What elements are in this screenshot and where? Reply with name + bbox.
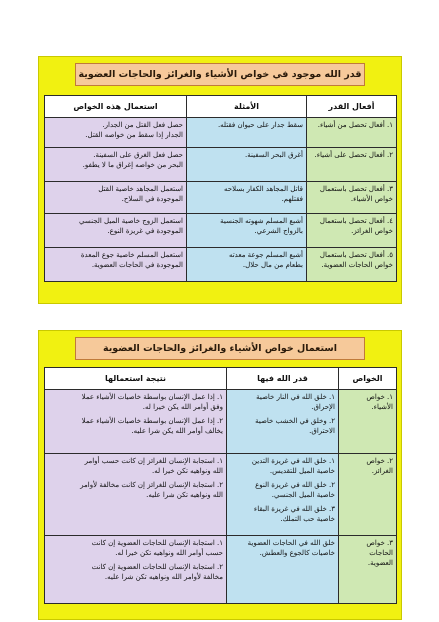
result-cell-line: ٢. استجابة الإنسان للحاجات العضوية إن كانت bbox=[91, 563, 223, 571]
header-qadar-in-them: قدر الله فيها bbox=[227, 368, 339, 390]
header-usage: استعمال هذه الخواص bbox=[45, 96, 187, 118]
qadar-cell-line: خاصية الميل للتقديس. bbox=[269, 467, 335, 475]
act-cell-line: ٥. أفعال تحصل باستعمال bbox=[319, 251, 393, 259]
qadar-cell bbox=[227, 390, 339, 454]
table-row bbox=[45, 454, 397, 536]
result-cell-line: وفق أوامر الله يكن خيرا له. bbox=[142, 403, 223, 411]
usage-cell-line: استعمل المسلم خاصية جوع المعدة bbox=[80, 251, 183, 259]
qadar-cell-line: خاصية حب التملك. bbox=[280, 515, 335, 523]
example-cell-line: قاتل المجاهد الكفار بسلاحه bbox=[224, 185, 303, 193]
act-cell bbox=[307, 118, 397, 148]
qadar-cell-line: ٢. خلق الله في غريزة النوع bbox=[255, 481, 335, 489]
properties-table bbox=[44, 367, 397, 604]
usage-cell-line: استعمل المجاهد خاصية القتل bbox=[98, 185, 183, 193]
result-cell-line: ١. إذا عمل الإنسان بواسطة خاصيات الأشياء عملا bbox=[81, 393, 223, 401]
result-cell-line: ٢. استجابة الإنسان للغرائز إن كانت مخالفة لأوامر bbox=[80, 481, 223, 489]
property-cell-line: ٢. خواص bbox=[366, 457, 393, 465]
example-cell-line: بالزواج الشرعي. bbox=[254, 227, 303, 235]
act-cell bbox=[307, 148, 397, 182]
example-cell-line: أشبع المسلم جوعة معدته bbox=[228, 251, 303, 259]
act-cell bbox=[307, 182, 397, 214]
usage-cell-line: الموجودة في غريزة النوع. bbox=[107, 227, 183, 235]
act-cell-line: خواص الأشياء. bbox=[350, 195, 393, 203]
example-cell bbox=[187, 214, 307, 248]
example-cell bbox=[187, 182, 307, 214]
usage-cell bbox=[45, 148, 187, 182]
header-qadar-acts: أفعال القدر bbox=[307, 96, 397, 118]
example-cell-line: فقتلهم. bbox=[281, 195, 303, 203]
usage-cell-line: استعمل الزوج خاصية الميل الجنسي bbox=[79, 217, 183, 225]
act-cell-line: خواص الغرائز. bbox=[351, 227, 393, 235]
example-cell bbox=[187, 118, 307, 148]
table-row bbox=[45, 214, 397, 248]
qadar-cell bbox=[227, 536, 339, 604]
act-cell-line: ٢. أفعال تحصل على أشياء. bbox=[314, 151, 393, 159]
act-cell-line: ٤. أفعال تحصل باستعمال bbox=[319, 217, 393, 225]
qadar-cell-line: ٢. وخلق في الخشب خاصية bbox=[255, 417, 335, 425]
example-cell bbox=[187, 148, 307, 182]
table1-title: قدر الله موجود في خواص الأشياء والغرائز والحاجات العضوية bbox=[75, 63, 365, 86]
example-cell-line: أشبع المسلم شهوته الجنسية bbox=[220, 217, 303, 225]
table2-panel bbox=[38, 330, 402, 620]
example-cell-line: بطعام من مال حلال. bbox=[242, 261, 303, 269]
table1-panel bbox=[38, 56, 402, 304]
header-result: نتيجة استعمالها bbox=[45, 368, 227, 390]
act-cell bbox=[307, 214, 397, 248]
property-cell-line: الحاجات bbox=[369, 549, 393, 557]
result-cell-line: ١. استجابة الإنسان للحاجات العضوية إن كانت bbox=[91, 539, 223, 547]
usage-cell-line: الموجودة في السلاح. bbox=[121, 195, 183, 203]
result-cell-line: الله ونواهيه تكن شرا عليه. bbox=[146, 491, 223, 499]
usage-cell-line: الموجودة في الحاجات العضوية. bbox=[91, 261, 183, 269]
result-cell bbox=[45, 536, 227, 604]
header-properties: الخواص bbox=[339, 368, 397, 390]
property-cell-line: الأشياء. bbox=[371, 403, 393, 411]
usage-cell-line: حصل فعل القتل من الجدار. bbox=[102, 121, 183, 129]
result-cell-line: مخالفة لأوامر الله ونواهيه تكن شرا عليه. bbox=[104, 573, 223, 581]
result-cell-line: الله ونواهيه تكن خيرا له. bbox=[152, 467, 223, 475]
table-row bbox=[45, 182, 397, 214]
qadar-cell-line: الاحتراق. bbox=[309, 427, 335, 435]
qadar-cell-line: خاصيات كالجوع والعطش. bbox=[259, 549, 335, 557]
act-cell-line: ١. أفعال تحصل من أشياء. bbox=[317, 121, 393, 129]
table-row bbox=[45, 390, 397, 454]
table-row bbox=[45, 248, 397, 282]
usage-cell bbox=[45, 118, 187, 148]
qadar-table bbox=[44, 95, 397, 282]
result-cell-line: ١. استجابة الإنسان للغرائز إن كانت حسب أوامر bbox=[84, 457, 223, 465]
qadar-cell-line: ٣. خلق الله في غريزة البقاء bbox=[253, 505, 335, 513]
table2-title: استعمال خواص الأشياء والغرائز والحاجات العضوية bbox=[75, 337, 365, 360]
qadar-cell-line: ١. خلق الله في النار خاصية bbox=[256, 393, 335, 401]
result-cell-line: يخالف أوامر الله يكن شرا عليه. bbox=[131, 427, 223, 435]
qadar-cell-line: الإحراق. bbox=[311, 403, 335, 411]
usage-cell-line: الجدار إذا سقط من خواصه القتل. bbox=[85, 131, 183, 139]
usage-cell bbox=[45, 214, 187, 248]
example-cell bbox=[187, 248, 307, 282]
example-cell-line: سقط جدار على حيوان فقتله. bbox=[217, 121, 303, 129]
qadar-cell bbox=[227, 454, 339, 536]
qadar-cell-line: خاصية الميل الجنسي. bbox=[271, 491, 335, 499]
result-cell bbox=[45, 390, 227, 454]
header-examples: الأمثلة bbox=[187, 96, 307, 118]
table-row bbox=[45, 118, 397, 148]
act-cell-line: خواص الحاجات العضوية. bbox=[321, 261, 393, 269]
usage-cell bbox=[45, 182, 187, 214]
act-cell bbox=[307, 248, 397, 282]
property-cell-line: الغرائز. bbox=[371, 467, 393, 475]
property-cell-line: العضوية. bbox=[367, 559, 393, 567]
table-row bbox=[45, 148, 397, 182]
usage-cell-line: البحر من خواصه إغراق ما لا يطفو. bbox=[82, 161, 183, 169]
qadar-cell-line: خلق الله في الحاجات العضوية bbox=[247, 539, 335, 547]
property-cell bbox=[339, 454, 397, 536]
usage-cell-line: حصل فعل الغرق على السفينة. bbox=[93, 151, 183, 159]
usage-cell bbox=[45, 248, 187, 282]
property-cell-line: ١. خواص bbox=[366, 393, 393, 401]
act-cell-line: ٣. أفعال تحصل باستعمال bbox=[319, 185, 393, 193]
result-cell bbox=[45, 454, 227, 536]
result-cell-line: ٢. إذا عمل الإنسان بواسطة خاصيات الأشياء عملا bbox=[81, 417, 223, 425]
qadar-cell-line: ١. خلق الله في غريزة التدين bbox=[251, 457, 335, 465]
property-cell-line: ٣. خواص bbox=[366, 539, 393, 547]
result-cell-line: حسب أوامر الله ونواهيه تكن خيرا له. bbox=[115, 549, 223, 557]
property-cell bbox=[339, 536, 397, 604]
example-cell-line: أغرق البحر السفينة. bbox=[245, 151, 303, 159]
table-row bbox=[45, 536, 397, 604]
property-cell bbox=[339, 390, 397, 454]
